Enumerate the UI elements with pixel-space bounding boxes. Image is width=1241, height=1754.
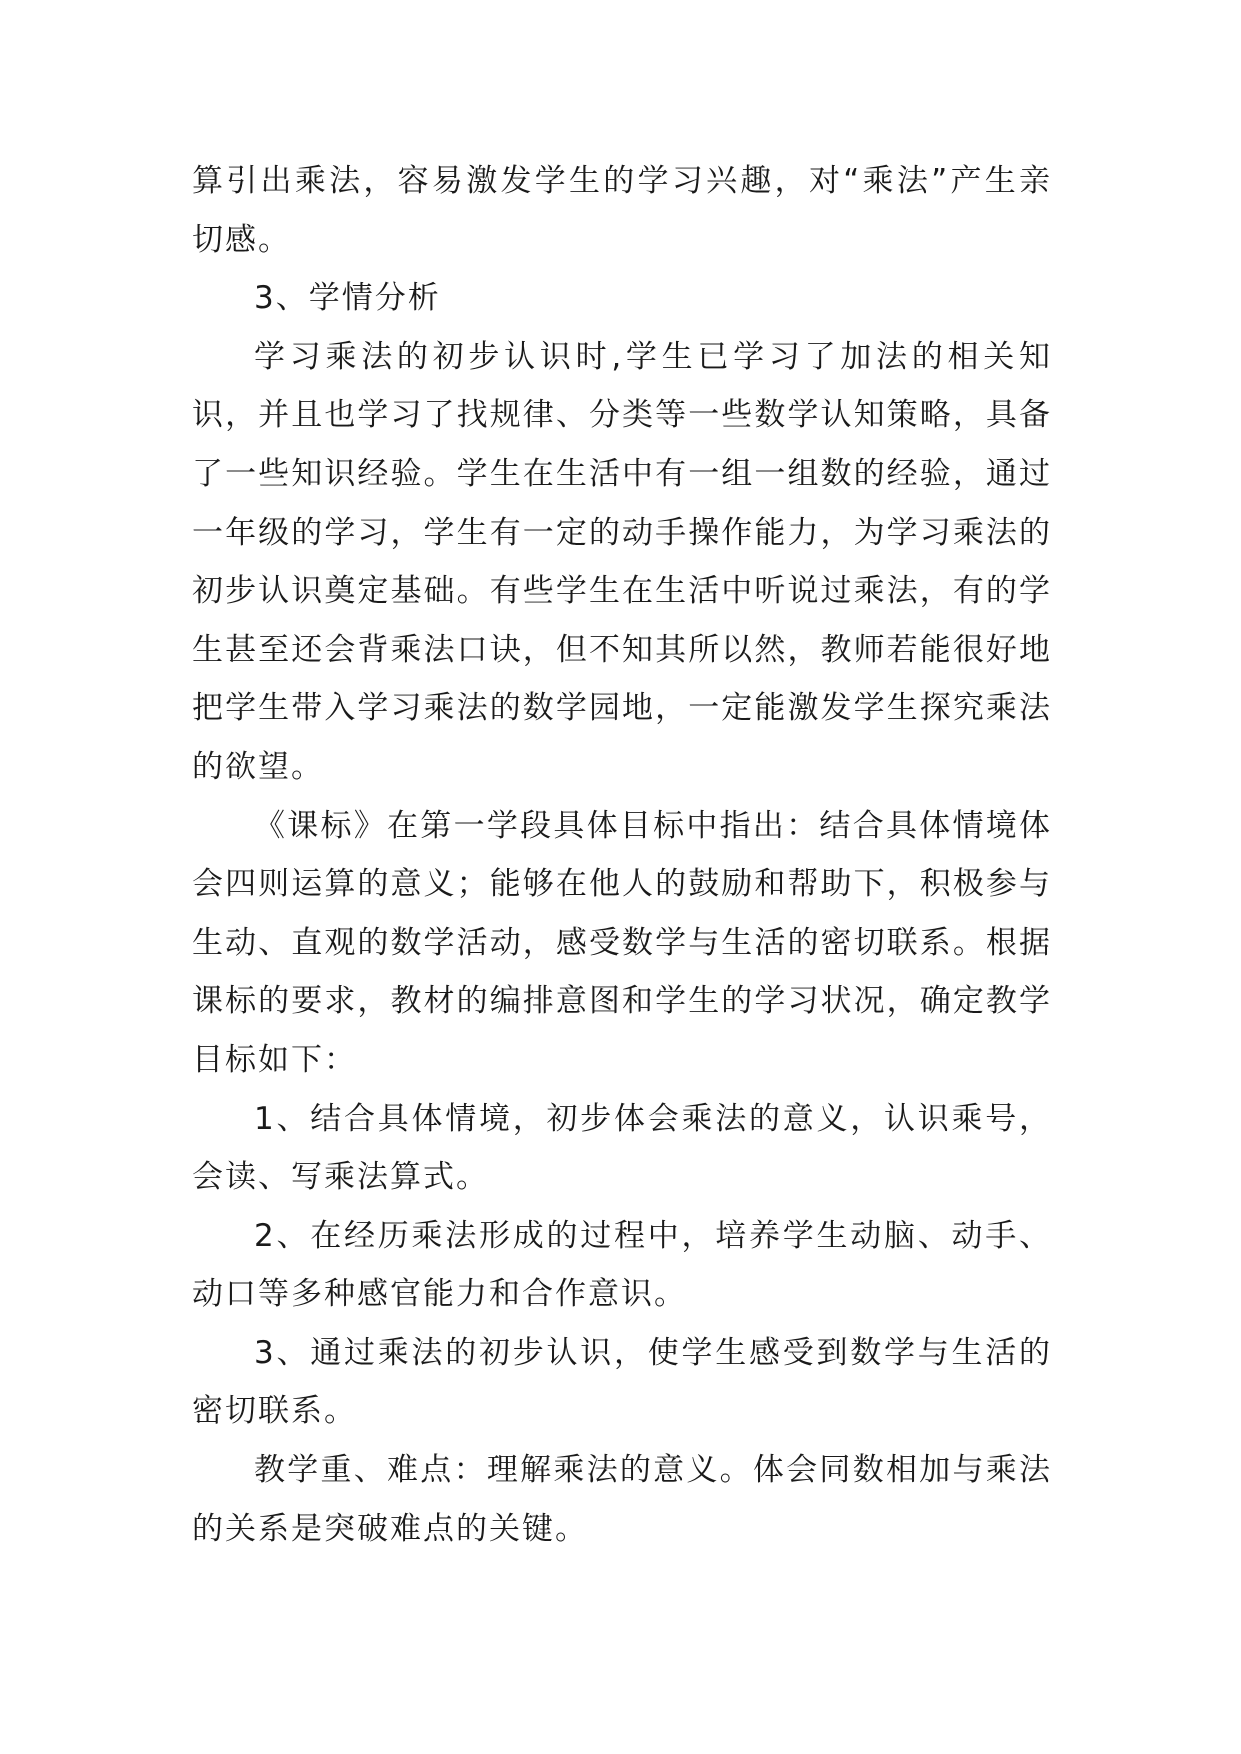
goal-item-3: 3、通过乘法的初步认识，使学生感受到数学与生活的密切联系。 [192, 1334, 1052, 1430]
goal-item-2: 2、在经历乘法形成的过程中，培养学生动脑、动手、动口等多种感官能力和合作意识。 [192, 1217, 1052, 1313]
paragraph-key-difficulties: 教学重、难点：理解乘法的意义。体会同数相加与乘法的关系是突破难点的关键。 [192, 1452, 1052, 1547]
section-heading-learning-analysis: 3、学情分析 [254, 280, 441, 317]
paragraph-learning-analysis: 学习乘法的初步认识时,学生已学习了加法的相关知识，并且也学习了找规律、分类等一些数学认知策略，具备了一些知识经验。学生在生活中有一组一组数的经验，通过一年级的学习，学生有一定的动手操作能力，为学习乘法的初步认识奠定基础。有些学生在生活中听说过乘法，有的学生甚至还会背乘法口诀，但不知其所以然，教师若能很好地把学生带入学习乘法的数学园地，一定能激发学生探究乘法的欲望。 [192, 338, 1052, 785]
paragraph-continuation: 算引出乘法，容易激发学生的学习兴趣，对“乘法”产生亲切感。 [192, 163, 1052, 258]
document-body [192, 152, 1052, 1558]
goal-item-1: 1、结合具体情境，初步体会乘法的意义，认识乘号，会读、写乘法算式。 [192, 1100, 1052, 1196]
paragraph-curriculum-standard: 《课标》在第一学段具体目标中指出：结合具体情境体会四则运算的意义；能够在他人的鼓励和帮助下，积极参与生动、直观的数学活动，感受数学与生活的密切联系。根据课标的要求，教材的编排意图和学生的学习状况，确定教学目标如下： [192, 807, 1052, 1078]
